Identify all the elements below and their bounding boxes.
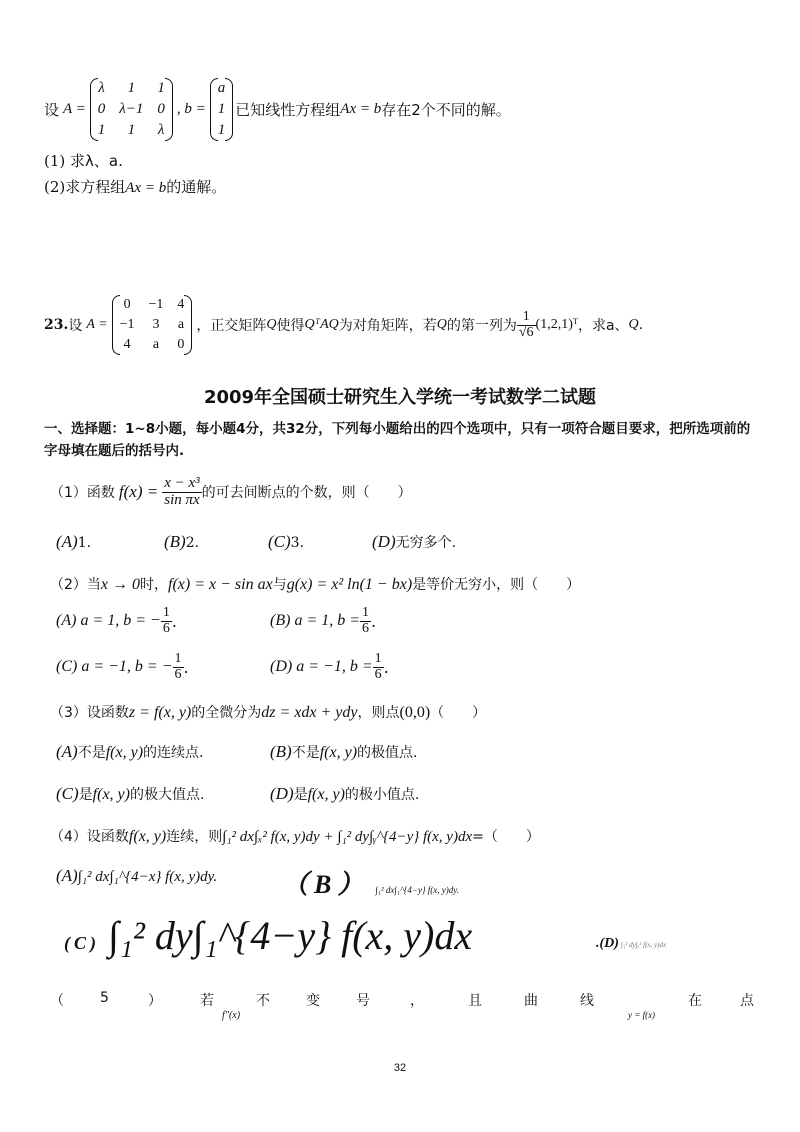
q1-option-B[interactable] bbox=[164, 532, 199, 552]
q4-option-D-expr: ∫₁² dy∫ᵧ² f(x, y)dx bbox=[620, 941, 667, 949]
q2-option-C[interactable]: (C) a = −1, b = − $\frac{1}{6}$ . bbox=[56, 651, 189, 682]
prev-vector-b-cell-0-0: a bbox=[217, 79, 226, 96]
prev-part2-end: 的通解。 bbox=[166, 178, 227, 196]
q4-option-D-label: .(D) bbox=[596, 936, 619, 951]
problem-23-matrix-cell-2-1: a bbox=[152, 337, 160, 352]
q5-char-11: 在 bbox=[688, 993, 702, 1009]
prev-part1-num: (1) bbox=[44, 152, 66, 170]
q4-option-C[interactable] bbox=[64, 912, 472, 959]
problem-23-matrix-cell-0-0: 0 bbox=[123, 297, 131, 312]
q5-char-6: 号 bbox=[356, 993, 370, 1009]
problem-23-matrix bbox=[112, 295, 193, 355]
q2-option-B[interactable]: (B) a = 1, b = $\frac{1}{6}$ . bbox=[270, 605, 377, 636]
q2-option-D[interactable]: (D) a = −1, b = $\frac{1}{6}$ . bbox=[270, 651, 389, 682]
q3-option-C[interactable] bbox=[56, 784, 204, 804]
problem-23-Q1: Q bbox=[266, 317, 277, 332]
problem-23-matrix-cell-2-2: 0 bbox=[177, 337, 185, 352]
prev-matrix-A-cell-0-0: λ bbox=[98, 79, 105, 96]
prev-matrix-A-cell-0-2: 1 bbox=[157, 79, 165, 96]
q4-option-A[interactable] bbox=[56, 866, 217, 886]
q3-option-A-label: (A) bbox=[56, 742, 78, 761]
prev-vector-b bbox=[210, 78, 234, 141]
q3-option-C-label: (C) bbox=[56, 784, 79, 803]
prev-matrix-A-cell-2-1: 1 bbox=[127, 121, 136, 138]
q3-option-C-pre: 是 bbox=[78, 787, 93, 803]
q1-option-B-label: (B) bbox=[164, 532, 186, 551]
q3-number: （3）设函数 bbox=[50, 705, 129, 721]
q3-option-A-f: f(x, y) bbox=[105, 744, 144, 761]
q3-option-D-post: 的极小值点. bbox=[344, 787, 420, 803]
q2-option-A-den: 6 bbox=[162, 620, 170, 636]
problem-23 bbox=[44, 290, 643, 360]
q2-option-D-num: 1 bbox=[374, 651, 382, 666]
q2-option-D-label: (D) bbox=[270, 658, 293, 676]
q3-text1: 的全微分为 bbox=[191, 705, 262, 721]
prev-part2-eq: Ax = b bbox=[125, 180, 167, 196]
q5-char-12: 点 bbox=[740, 993, 754, 1009]
q2-text2: 与 bbox=[272, 577, 287, 593]
question-1 bbox=[50, 468, 412, 516]
q5-char-0: （ bbox=[50, 993, 64, 1009]
prev-problem-statement bbox=[44, 74, 511, 144]
q3-text3: （ ） bbox=[430, 705, 487, 721]
question-5 bbox=[50, 990, 756, 1030]
prev-A-label: A = bbox=[63, 100, 86, 117]
q2-option-C-den: 6 bbox=[174, 666, 182, 682]
prev-part2-num: (2) bbox=[44, 178, 66, 196]
exam-title: 2009年全国硕士研究生入学统一考试数学二试题 bbox=[203, 387, 597, 408]
problem-23-frac-num: 1 bbox=[517, 310, 536, 326]
prev-part1 bbox=[44, 150, 123, 171]
q4-option-B-label: （B） bbox=[282, 870, 370, 899]
prev-matrix-A-cell-2-2: λ bbox=[157, 121, 165, 138]
question-3 bbox=[50, 702, 486, 722]
q5-char-8: 且 bbox=[468, 993, 482, 1009]
problem-23-text2: 使得 bbox=[276, 318, 305, 334]
q2-option-A-frac bbox=[161, 606, 172, 636]
q5-char-2: ） bbox=[148, 993, 162, 1009]
problem-23-A-label: A = bbox=[86, 317, 108, 332]
q4-option-A-expr: ∫₁² dx∫₁^{4−x} f(x, y)dy. bbox=[77, 869, 218, 885]
problem-23-text5: ，求a、 bbox=[577, 318, 629, 334]
problem-23-Q2: Q bbox=[436, 317, 447, 332]
q2-option-B-den: 6 bbox=[362, 620, 370, 636]
prev-vector-b-cell-2-0: 1 bbox=[217, 121, 226, 138]
q4-expr: ∫₁² dx∫ₓ² f(x, y)dy + ∫₁² dy∫ᵧ^{4−y} f(x, y)dx bbox=[222, 829, 473, 845]
problem-23-matrix-cell-2-0: 4 bbox=[123, 337, 131, 352]
q3-option-C-f: f(x, y) bbox=[92, 786, 130, 803]
q5-fpp: f″(x) bbox=[222, 1010, 241, 1021]
problem-23-text4: 的第一列为 bbox=[446, 318, 517, 334]
question-2 bbox=[50, 574, 580, 594]
q5-char-9: 曲 bbox=[524, 993, 538, 1009]
q1-option-D[interactable] bbox=[372, 532, 456, 552]
problem-23-vector: (1,2,1)ᵀ bbox=[535, 317, 578, 332]
q4-number: （4）设函数 bbox=[50, 829, 129, 845]
q5-char-5: 变 bbox=[306, 993, 320, 1009]
prev-b-label: , b = bbox=[176, 100, 206, 117]
q2-option-C-label: (C) bbox=[56, 658, 78, 676]
question-4 bbox=[50, 826, 540, 846]
problem-23-text1: ，正交矩阵 bbox=[196, 318, 267, 334]
q3-option-A-post: 的连续点. bbox=[143, 745, 204, 761]
q4-option-A-label: (A) bbox=[56, 866, 78, 885]
q2-option-A-num: 1 bbox=[162, 605, 170, 620]
q2-option-A[interactable]: (A) a = 1, b = − $\frac{1}{6}$ . bbox=[56, 605, 177, 636]
q4-option-B[interactable] bbox=[282, 864, 459, 901]
problem-23-QTAQ: QᵀAQ bbox=[304, 317, 339, 332]
q3-option-B-post: 的极值点. bbox=[357, 745, 418, 761]
prev-matrix-A-cell-2-0: 1 bbox=[97, 121, 106, 138]
problem-23-matrix-cell-1-1: 3 bbox=[152, 317, 160, 332]
q1-option-C-text: 3. bbox=[290, 535, 305, 551]
q5-char-1: 5 bbox=[100, 990, 109, 1006]
problem-23-Q3: Q bbox=[628, 317, 639, 332]
q2-option-B-num: 1 bbox=[362, 605, 370, 620]
q1-option-C[interactable] bbox=[268, 532, 304, 552]
q1-frac-num: x − x³ bbox=[164, 474, 200, 491]
problem-23-text3: 为对角矩阵，若 bbox=[338, 318, 437, 334]
prev-matrix-A-cell-1-2: 0 bbox=[157, 100, 165, 117]
q3-option-B-f: f(x, y) bbox=[319, 744, 358, 761]
q5-curve: y = f(x) bbox=[628, 1010, 656, 1020]
problem-23-matrix-cell-1-0: −1 bbox=[119, 317, 135, 332]
problem-23-fraction bbox=[517, 310, 536, 340]
q2-option-C-frac bbox=[173, 652, 184, 682]
q1-option-D-label: (D) bbox=[372, 532, 396, 551]
prev-matrix-A-cell-0-1: 1 bbox=[127, 79, 136, 96]
q3-option-D-label: (D) bbox=[270, 784, 294, 803]
q3-option-C-post: 的极大值点. bbox=[129, 787, 205, 803]
prev-vector-b-cell-1-0: 1 bbox=[217, 100, 226, 117]
q2-option-B-frac bbox=[360, 606, 371, 636]
q3-option-A[interactable] bbox=[56, 742, 203, 762]
q2-g: g(x) = x² ln(1 − bx) bbox=[286, 576, 413, 593]
q2-option-C-num: 1 bbox=[174, 651, 182, 666]
q1-option-A-label: (A) bbox=[56, 532, 78, 551]
section-header: 一、选择题：1~8小题，每小题4分，共32分，下列每小题给出的四个选项中，只有一项符合题目要求，把所选项前的字母填在题后的括号内. bbox=[44, 421, 751, 459]
prev-part1-text: 求λ、a. bbox=[70, 152, 123, 170]
prev-intro-suffix: 已知线性方程组 bbox=[235, 100, 341, 119]
q2-option-D-den: 6 bbox=[374, 666, 382, 682]
q1-option-A-text: 1. bbox=[77, 535, 92, 551]
page-number: 32 bbox=[393, 1062, 407, 1074]
q3-func: z = f(x, y) bbox=[128, 704, 192, 721]
q1-frac-den: sin πx bbox=[164, 491, 200, 508]
q2-number: （2）当 bbox=[50, 577, 101, 593]
q3-dz: dz = xdx + ydy bbox=[261, 704, 358, 721]
problem-23-end: . bbox=[638, 317, 644, 333]
prev-matrix-A-cell-1-1: λ−1 bbox=[119, 100, 144, 117]
problem-23-matrix-cell-0-1: −1 bbox=[148, 297, 164, 312]
q4-func: f(x, y) bbox=[128, 828, 167, 845]
q3-option-A-pre: 不是 bbox=[77, 745, 106, 761]
q3-option-D-pre: 是 bbox=[293, 787, 308, 803]
q2-text3: 是等价无穷小，则（ ） bbox=[412, 577, 581, 593]
q4-option-D[interactable] bbox=[596, 932, 666, 952]
q4-text1: 连续，则 bbox=[166, 829, 223, 845]
problem-23-number: 23. bbox=[44, 317, 69, 333]
q3-option-D[interactable] bbox=[270, 784, 419, 804]
q1-option-A[interactable] bbox=[56, 532, 91, 552]
prev-part2-text: 求方程组 bbox=[65, 178, 126, 196]
q3-option-B-pre: 不是 bbox=[291, 745, 320, 761]
q1-func: f(x) = bbox=[118, 482, 159, 501]
q3-point: (0,0) bbox=[399, 704, 431, 721]
q2-option-A-text: a = 1, b = − bbox=[80, 612, 161, 630]
q1-option-D-text: 无穷多个. bbox=[395, 535, 457, 551]
q1-text: 的可去间断点的个数，则（ ） bbox=[201, 485, 412, 501]
q5-char-7: ， bbox=[410, 993, 424, 1009]
q2-option-B-text: a = 1, b = bbox=[294, 612, 361, 630]
q3-option-D-f: f(x, y) bbox=[307, 786, 345, 803]
q5-char-3: 若 bbox=[200, 993, 214, 1009]
q2-option-C-text: a = −1, b = − bbox=[81, 658, 173, 676]
q1-option-C-label: (C) bbox=[268, 532, 291, 551]
q2-text1: 时， bbox=[140, 577, 169, 593]
problem-23-prefix: 设 bbox=[68, 318, 83, 334]
q4-option-C-expr: ∫₁² dy∫₁^{4−y} f(x, y)dx bbox=[108, 913, 473, 958]
q1-fraction bbox=[162, 476, 201, 509]
q2-option-D-frac bbox=[373, 652, 384, 682]
q4-text2: =（ ） bbox=[472, 829, 540, 845]
q5-char-10: 线 bbox=[580, 993, 594, 1009]
prev-intro-prefix: 设 bbox=[44, 100, 60, 119]
prev-matrix-A-cell-1-0: 0 bbox=[97, 100, 106, 117]
problem-23-matrix-cell-1-2: a bbox=[177, 317, 185, 332]
q1-option-B-text: 2. bbox=[185, 535, 200, 551]
q4-option-B-expr: ∫₁² dx∫₁^{4−y} f(x, y)dy. bbox=[375, 885, 460, 895]
problem-23-matrix-cell-0-2: 4 bbox=[177, 297, 185, 312]
q4-option-C-label: (C) bbox=[64, 933, 100, 953]
q3-option-B[interactable] bbox=[270, 742, 417, 762]
prev-intro-end: 存在2个不同的解。 bbox=[381, 100, 511, 119]
q2-option-D-text: a = −1, b = bbox=[296, 658, 373, 676]
problem-23-frac-den: √6 bbox=[518, 324, 534, 340]
q2-option-B-label: (B) bbox=[270, 612, 291, 630]
q5-char-4: 不 bbox=[256, 993, 270, 1009]
q2-f: f(x) = x − sin ax bbox=[168, 576, 273, 593]
q3-text2: ，则点 bbox=[357, 705, 400, 721]
q2-option-A-label: (A) bbox=[56, 612, 77, 630]
prev-matrix-A bbox=[90, 78, 173, 141]
q3-option-B-label: (B) bbox=[270, 742, 292, 761]
q2-cond: x → 0 bbox=[100, 576, 141, 593]
q1-number: （1）函数 bbox=[50, 485, 115, 501]
prev-eq: Ax = b bbox=[340, 100, 382, 117]
prev-part2 bbox=[44, 176, 226, 197]
